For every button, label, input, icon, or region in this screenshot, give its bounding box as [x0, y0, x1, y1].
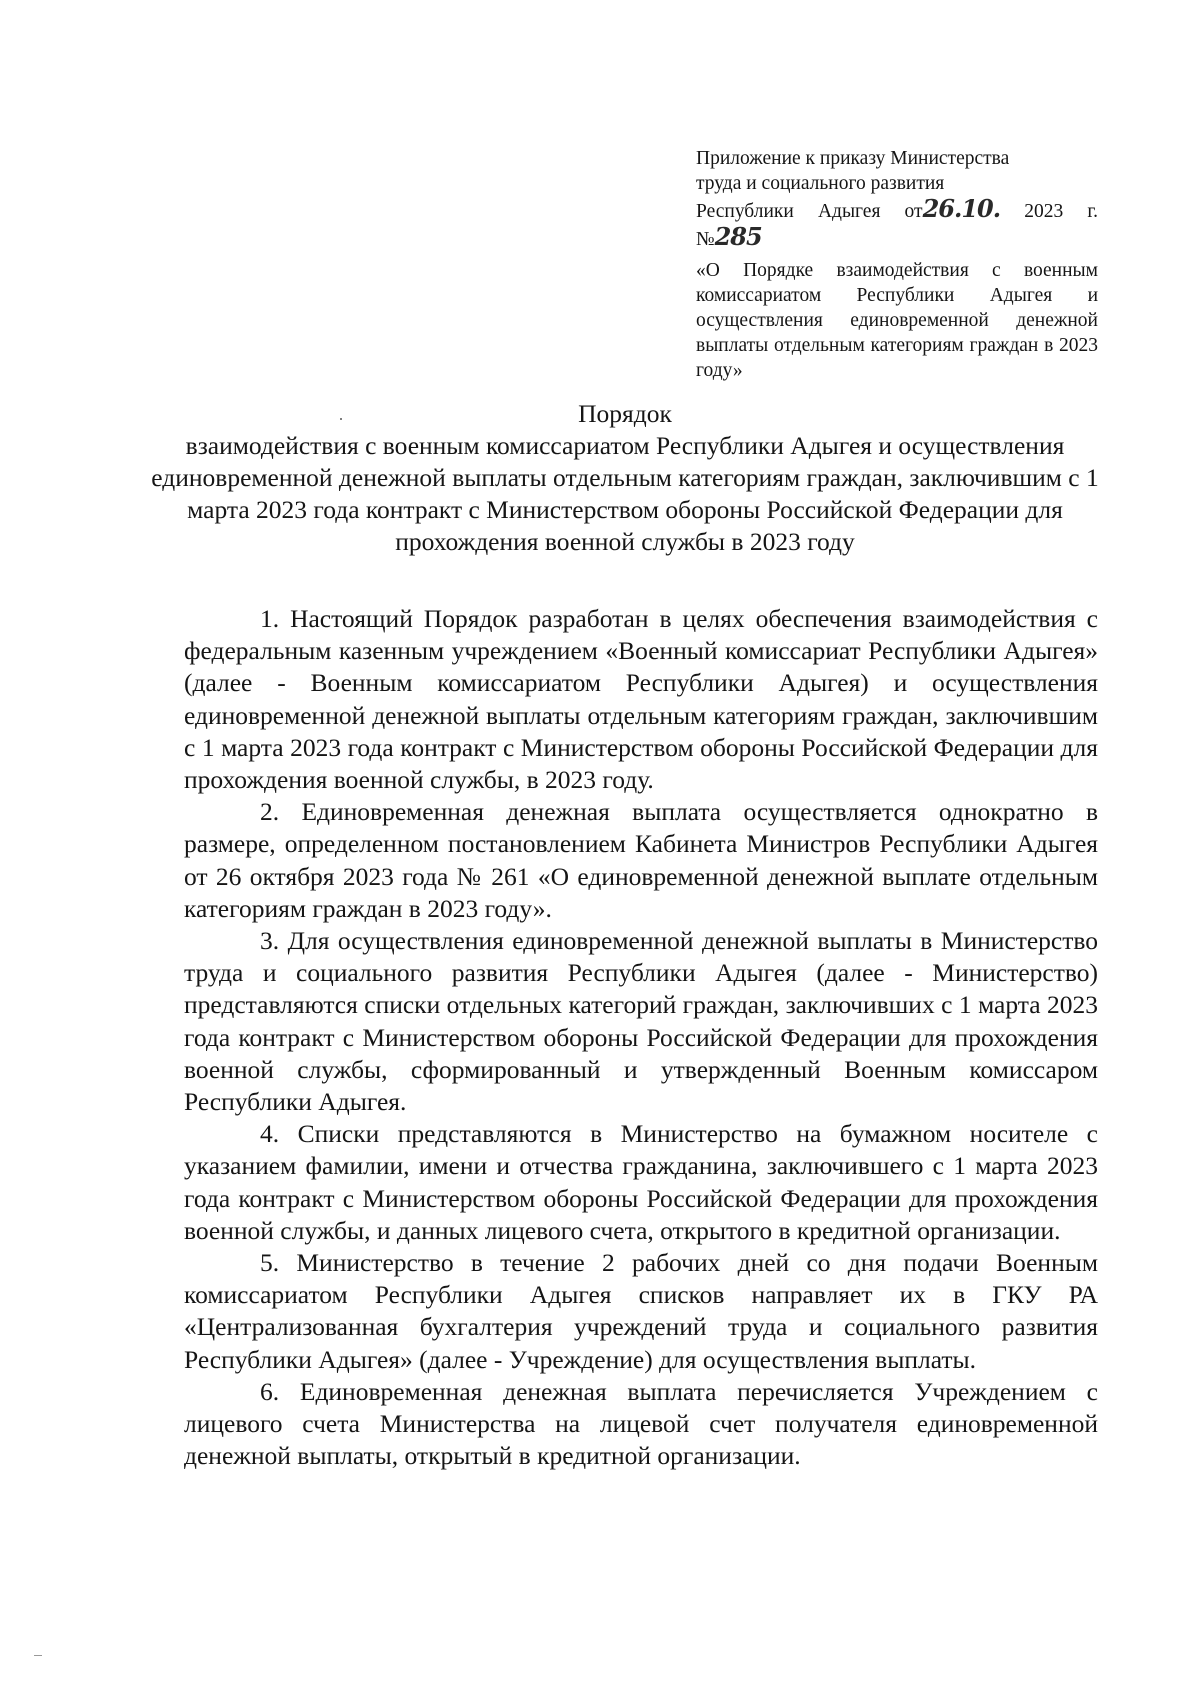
- paragraph-6: 6. Единовременная денежная выплата перечисляется Учреждением с лицевого счета Министерства на лицевой счет получателя единовременной денежной выплаты, открытый в кредитной организации.: [184, 1376, 1098, 1471]
- scan-edge-mark: [34, 1655, 42, 1656]
- paragraph-3: 3. Для осуществления единовременной денежной выплаты в Министерство труда и социального развития Республики Адыгея (далее - Министерство) представляются списки отдельных категорий граждан, заключивших с 1 марта 2023 года контракт с Министерством обороны Российской Федерации для прохождения военной службы, сформированный и утвержденный Военным комиссаром Республики Адыгея.: [184, 926, 1098, 1117]
- appendix-order-title: «О Порядке взаимодействия с военным комиссариатом Республики Адыгея и осуществления единовременной денежной выплаты отдельным категориям граждан в 2023 году»: [696, 260, 1098, 381]
- document-subtitle: взаимодействия с военным комиссариатом Республики Адыгея и осуществления единовременной денежной выплаты отдельным категориям граждан, заключившим с 1 марта 2023 года контракт с Министерством обороны Российской Федерации для прохождения военной службы в 2023 году: [151, 431, 1099, 556]
- document-title: Порядок: [578, 399, 672, 428]
- paragraph-1: 1. Настоящий Порядок разработан в целях обеспечения взаимодействия с федеральным казенным учреждением «Военный комиссариат Республики Адыгея» (далее - Военным комиссариатом Республики Адыгея) и осуществления единовременной денежной выплаты отдельным категориям граждан, заключившим с 1 марта 2023 года контракт с Министерством обороны Российской Федерации для прохождения военной службы, в 2023 году.: [184, 604, 1098, 795]
- appendix-date-suffix: 2023 г.: [1000, 201, 1098, 222]
- appendix-reference: [696, 146, 1098, 383]
- handwritten-number: 285: [714, 222, 762, 251]
- appendix-number-line: [696, 224, 1098, 252]
- number-sign: №: [696, 229, 715, 250]
- appendix-date-prefix: Республики Адыгея от: [696, 201, 923, 222]
- handwritten-date: 26.10.: [922, 194, 1001, 223]
- document-heading: [150, 398, 1100, 558]
- document-body: [184, 603, 1098, 1472]
- paragraph-2: 2. Единовременная денежная выплата осуществляется однократно в размере, определенном постановлением Кабинета Министров Республики Адыгея от 26 октября 2023 года № 261 «О единовременной денежной выплате отдельным категориям граждан в 2023 году».: [184, 797, 1098, 923]
- paragraph-5: 5. Министерство в течение 2 рабочих дней со дня подачи Военным комиссариатом Республики Адыгея списков направляет их в ГКУ РА «Централизованная бухгалтерия учреждений труда и социального развития Республики Адыгея» (далее - Учреждение) для осуществления выплаты.: [184, 1248, 1098, 1374]
- appendix-line-1: Приложение к приказу Министерства: [696, 148, 1010, 169]
- appendix-date-line: [696, 196, 1098, 224]
- paragraph-4: 4. Списки представляются в Министерство на бумажном носителе с указанием фамилии, имени и отчества гражданина, заключившего с 1 марта 2023 года контракт с Министерством обороны Российской Федерации для прохождения военной службы, и данных лицевого счета, открытого в кредитной организации.: [184, 1119, 1098, 1245]
- appendix-line-2: труда и социального развития: [696, 173, 945, 194]
